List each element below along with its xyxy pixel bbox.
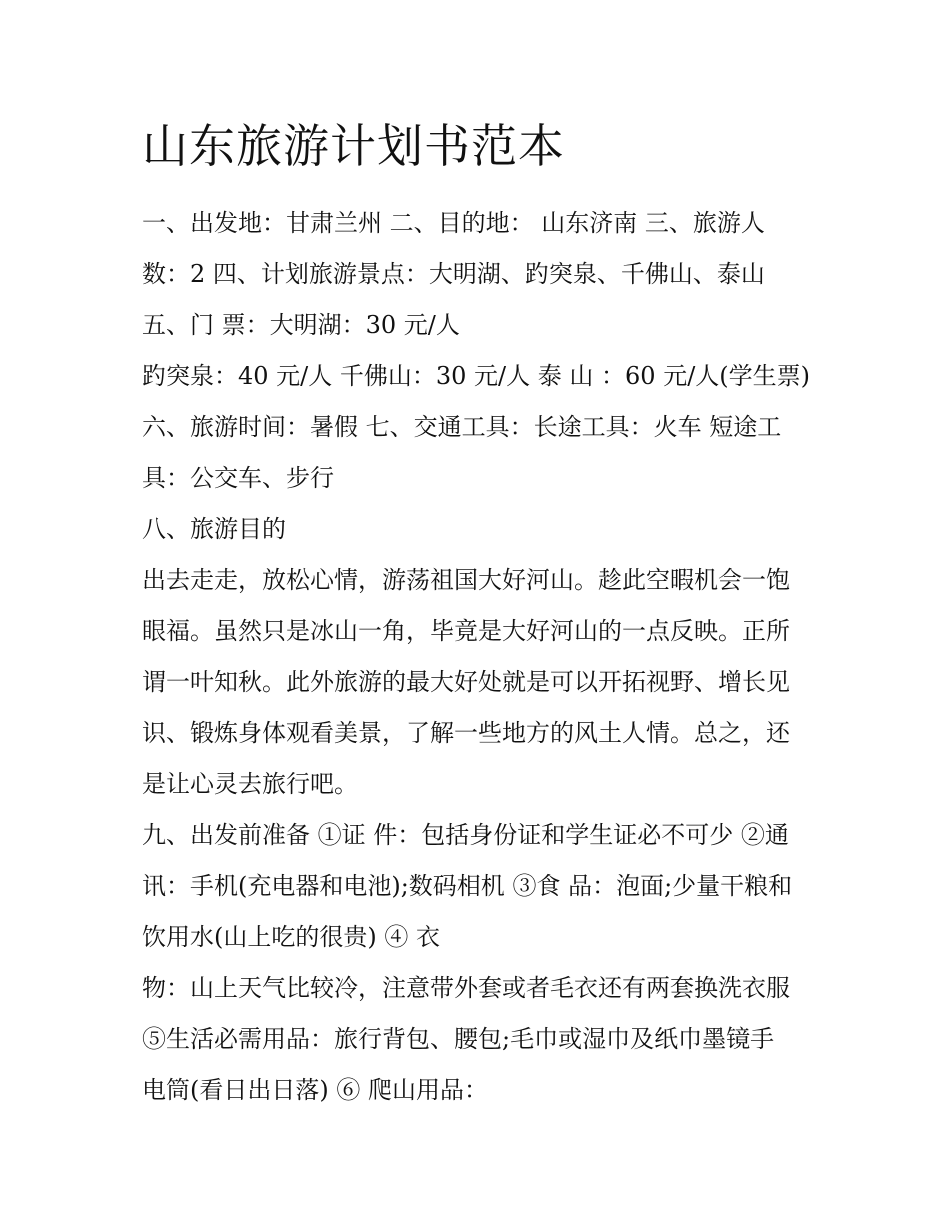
text-line: 饮用水(山上吃的很贵) ④ 衣 xyxy=(142,923,440,951)
text-line: 电筒(看日出日落) ⑥ 爬山用品： xyxy=(142,1076,488,1104)
text-line: 一、出发地：甘肃兰州 二、目的地： 山东济南 三、旅游人 xyxy=(142,209,765,237)
text-line: 六、旅游时间：暑假 七、交通工具：长途工具：火车 短途工 xyxy=(142,413,782,441)
text-line: 数：2 四、计划旅游景点：大明湖、趵突泉、千佛山、泰山 xyxy=(142,260,765,288)
section-heading: 八、旅游目的 xyxy=(142,515,286,543)
text-line: 趵突泉：40 元/人 千佛山：30 元/人 泰 山 ：60 元/人(学生票) xyxy=(142,362,811,390)
text-line: 讯：手机(充电器和电池);数码相机 ③食 品：泡面;少量干粮和 xyxy=(142,872,793,900)
document-title: 山东旅游计划书范本 xyxy=(142,119,565,173)
text-line: 物：山上天气比较冷，注意带外套或者毛衣还有两套换洗衣服 xyxy=(142,974,790,1002)
text-line: 谓一叶知秋。此外旅游的最大好处就是可以开拓视野、增长见 xyxy=(142,668,790,696)
text-line: 眼福。虽然只是冰山一角，毕竟是大好河山的一点反映。正所 xyxy=(142,617,790,645)
text-line: 具：公交车、步行 xyxy=(142,464,334,492)
text-line: ⑤生活必需用品：旅行背包、腰包;毛巾或湿巾及纸巾墨镜手 xyxy=(142,1025,775,1053)
text-line: 五、门 票：大明湖：30 元/人 xyxy=(142,311,460,339)
text-line: 是让心灵去旅行吧。 xyxy=(142,770,358,798)
text-line: 九、出发前准备 ①证 件：包括身份证和学生证必不可少 ②通 xyxy=(142,821,789,849)
document-body xyxy=(142,198,822,1116)
text-line: 识、锻炼身体观看美景，了解一些地方的风土人情。总之，还 xyxy=(142,719,790,747)
text-line: 出去走走，放松心情，游荡祖国大好河山。趁此空暇机会一饱 xyxy=(142,566,790,594)
